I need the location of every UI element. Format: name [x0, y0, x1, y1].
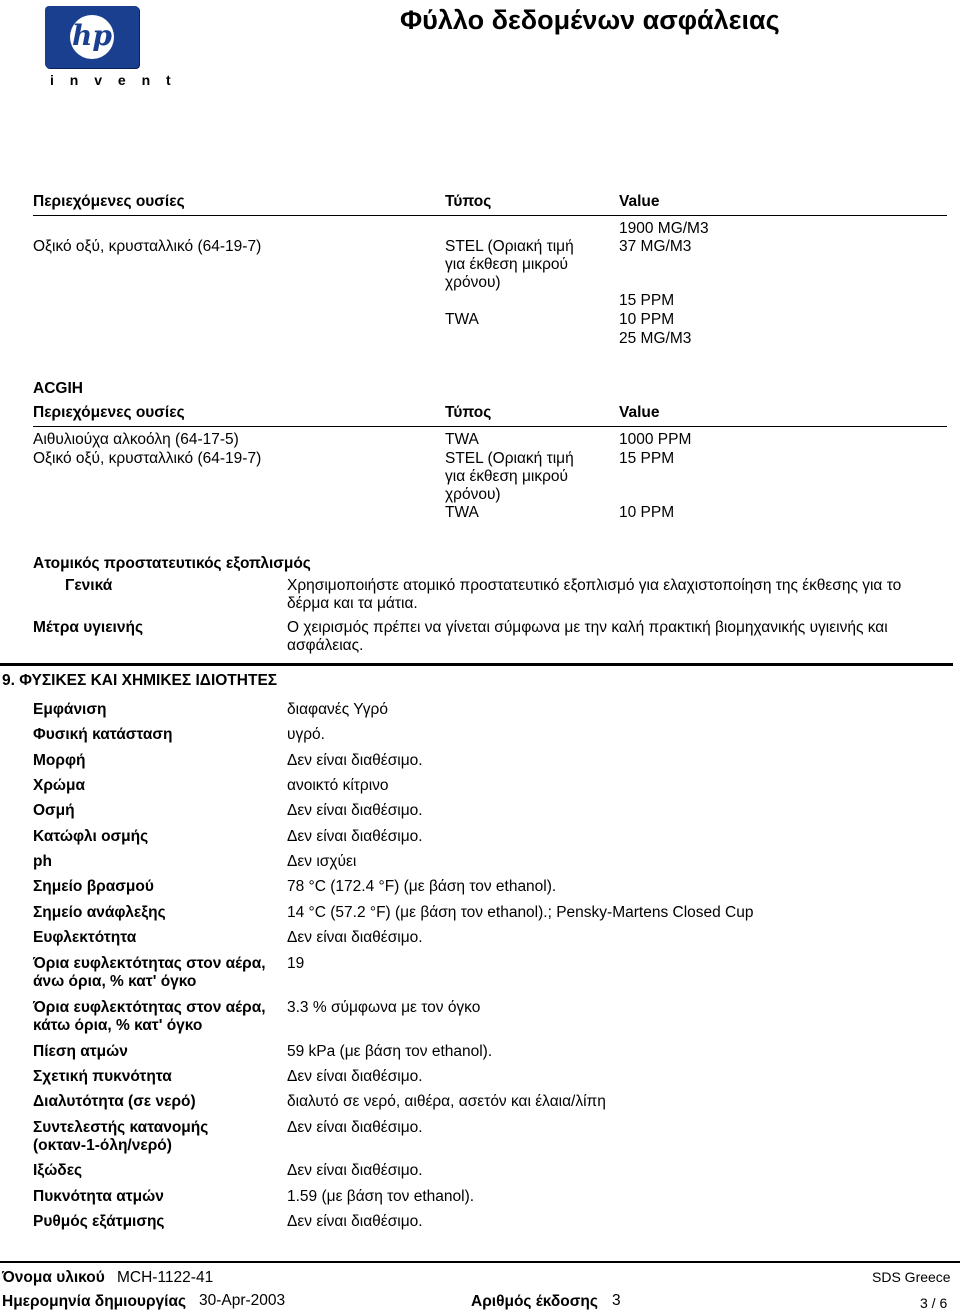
property-label: Μορφή — [33, 752, 86, 769]
substance-cell: Αιθυλιούχα αλκοόλη (64-17-5) — [33, 431, 239, 448]
hp-logo-mark: hp — [70, 15, 114, 59]
table-header-substance: Περιεχόμενες ουσίες — [33, 404, 185, 421]
property-value: Δεν είναι διαθέσιμο. — [287, 1068, 423, 1085]
value-cell: 15 PPM — [619, 450, 675, 467]
substance-cell: Οξικό οξύ, κρυσταλλικό (64-19-7) — [33, 450, 262, 467]
hp-logo — [45, 6, 139, 68]
property-label: Χρώμα — [33, 777, 86, 794]
section-9-title: 9. ΦΥΣΙΚΕΣ ΚΑΙ ΧΗΜΙΚΕΣ ΙΔΙΟΤΗΤΕΣ — [2, 672, 278, 689]
property-value: διαλυτό σε νερό, αιθέρα, ασετόν και έλαια/λίπη — [287, 1093, 606, 1110]
table-header-value: Value — [619, 404, 660, 421]
value-cell: 37 MG/M3 — [619, 238, 692, 255]
property-label: Ευφλεκτότητα — [33, 929, 137, 946]
property-value: Δεν είναι διαθέσιμο. — [287, 802, 423, 819]
ppe-hygiene-label: Μέτρα υγιεινής — [33, 619, 144, 636]
type-cell: TWA — [445, 311, 479, 328]
table-header-type: Τύπος — [445, 193, 492, 210]
substance-cell: Οξικό οξύ, κρυσταλλικό (64-19-7) — [33, 238, 262, 255]
value-cell: 1900 MG/M3 — [619, 220, 709, 237]
property-label: ph — [33, 853, 52, 870]
property-value: Δεν είναι διαθέσιμο. — [287, 828, 423, 845]
section-divider — [0, 663, 953, 666]
type-cell: TWA — [445, 431, 479, 448]
value-cell: 10 PPM — [619, 311, 675, 328]
property-label: Σχετική πυκνότητα — [33, 1068, 172, 1085]
property-label: Συντελεστής κατανομής (οκταν-1-όλη/νερό) — [33, 1119, 209, 1154]
value-cell: 1000 PPM — [619, 431, 692, 448]
value-cell: 25 MG/M3 — [619, 330, 692, 347]
table-header-rule — [33, 426, 947, 427]
property-value: 14 °C (57.2 °F) (με βάση τον ethanol).; Pensky-Martens Closed Cup — [287, 904, 754, 921]
property-label: Ρυθμός εξάτμισης — [33, 1213, 165, 1230]
property-label: Κατώφλι οσμής — [33, 828, 149, 845]
property-value: 3.3 % σύμφωνα με τον όγκο — [287, 999, 481, 1016]
page-number: 3 / 6 — [920, 1295, 948, 1311]
creation-date: 30-Apr-2003 — [199, 1292, 286, 1309]
ppe-heading: Ατομικός προστατευτικός εξοπλισμός — [33, 555, 311, 572]
product-name: MCH-1122-41 — [117, 1269, 214, 1286]
property-value: διαφανές Υγρό — [287, 701, 388, 718]
property-value: Δεν είναι διαθέσιμο. — [287, 1213, 423, 1230]
property-value: 19 — [287, 955, 305, 972]
creation-date-label: Ημερομηνία δημιουργίας — [2, 1293, 187, 1310]
property-value: 59 kPa (με βάση τον ethanol). — [287, 1043, 493, 1060]
property-value: Δεν είναι διαθέσιμο. — [287, 1162, 423, 1179]
property-label: Όρια ευφλεκτότητας στον αέρα, άνω όρια, % κατ' όγκο — [33, 955, 266, 990]
property-value: Δεν είναι διαθέσιμο. — [287, 929, 423, 946]
footer-divider — [0, 1261, 960, 1263]
property-value: υγρό. — [287, 726, 325, 743]
property-value: Δεν είναι διαθέσιμο. — [287, 1119, 423, 1136]
ppe-general-text: Χρησιμοποιήστε ατομικό προστατευτικό εξοπλισμό για ελαχιστοποίηση της έκθεσης για το δέρμα και τα μάτια. — [287, 577, 902, 612]
document-title: Φύλλο δεδομένων ασφάλειας — [400, 5, 780, 35]
property-label: Οσμή — [33, 802, 75, 819]
type-cell: STEL (Οριακή τιμή για έκθεση μικρού χρόνου) — [445, 238, 574, 291]
table-header-substance: Περιεχόμενες ουσίες — [33, 193, 185, 210]
version-label: Αριθμός έκδοσης — [471, 1293, 598, 1310]
value-cell: 10 PPM — [619, 504, 675, 521]
property-label: Εμφάνιση — [33, 701, 107, 718]
table-header-type: Τύπος — [445, 404, 492, 421]
property-label: Πίεση ατμών — [33, 1043, 128, 1060]
property-label: Σημείο ανάφλεξης — [33, 904, 166, 921]
property-value: Δεν ισχύει — [287, 853, 357, 870]
value-cell: 15 PPM — [619, 292, 675, 309]
logo-tagline: i n v e n t — [50, 72, 177, 88]
property-label: Φυσική κατάσταση — [33, 726, 173, 743]
property-value: 1.59 (με βάση τον ethanol). — [287, 1188, 475, 1205]
version-number: 3 — [612, 1292, 621, 1309]
property-label: Σημείο βρασμού — [33, 878, 154, 895]
product-name-label: Όνομα υλικού — [2, 1269, 105, 1286]
property-label: Διαλυτότητα (σε νερό) — [33, 1093, 196, 1110]
acgih-heading: ACGIH — [33, 380, 83, 397]
property-value: Δεν είναι διαθέσιμο. — [287, 752, 423, 769]
table-header-rule — [33, 215, 947, 216]
table-header-value: Value — [619, 193, 660, 210]
type-cell: STEL (Οριακή τιμή για έκθεση μικρού χρόνου) — [445, 450, 574, 503]
sds-region: SDS Greece — [872, 1269, 951, 1285]
property-value: ανοικτό κίτρινο — [287, 777, 389, 794]
property-label: Ιξώδες — [33, 1162, 83, 1179]
property-label: Όρια ευφλεκτότητας στον αέρα, κάτω όρια, % κατ' όγκο — [33, 999, 266, 1034]
property-label: Πυκνότητα ατμών — [33, 1188, 164, 1205]
type-cell: TWA — [445, 504, 479, 521]
ppe-general-label: Γενικά — [65, 577, 113, 594]
ppe-hygiene-text: Ο χειρισμός πρέπει να γίνεται σύμφωνα με την καλή πρακτική βιομηχανικής υγιεινής και ασφάλειας. — [287, 619, 888, 654]
property-value: 78 °C (172.4 °F) (με βάση τον ethanol). — [287, 878, 557, 895]
